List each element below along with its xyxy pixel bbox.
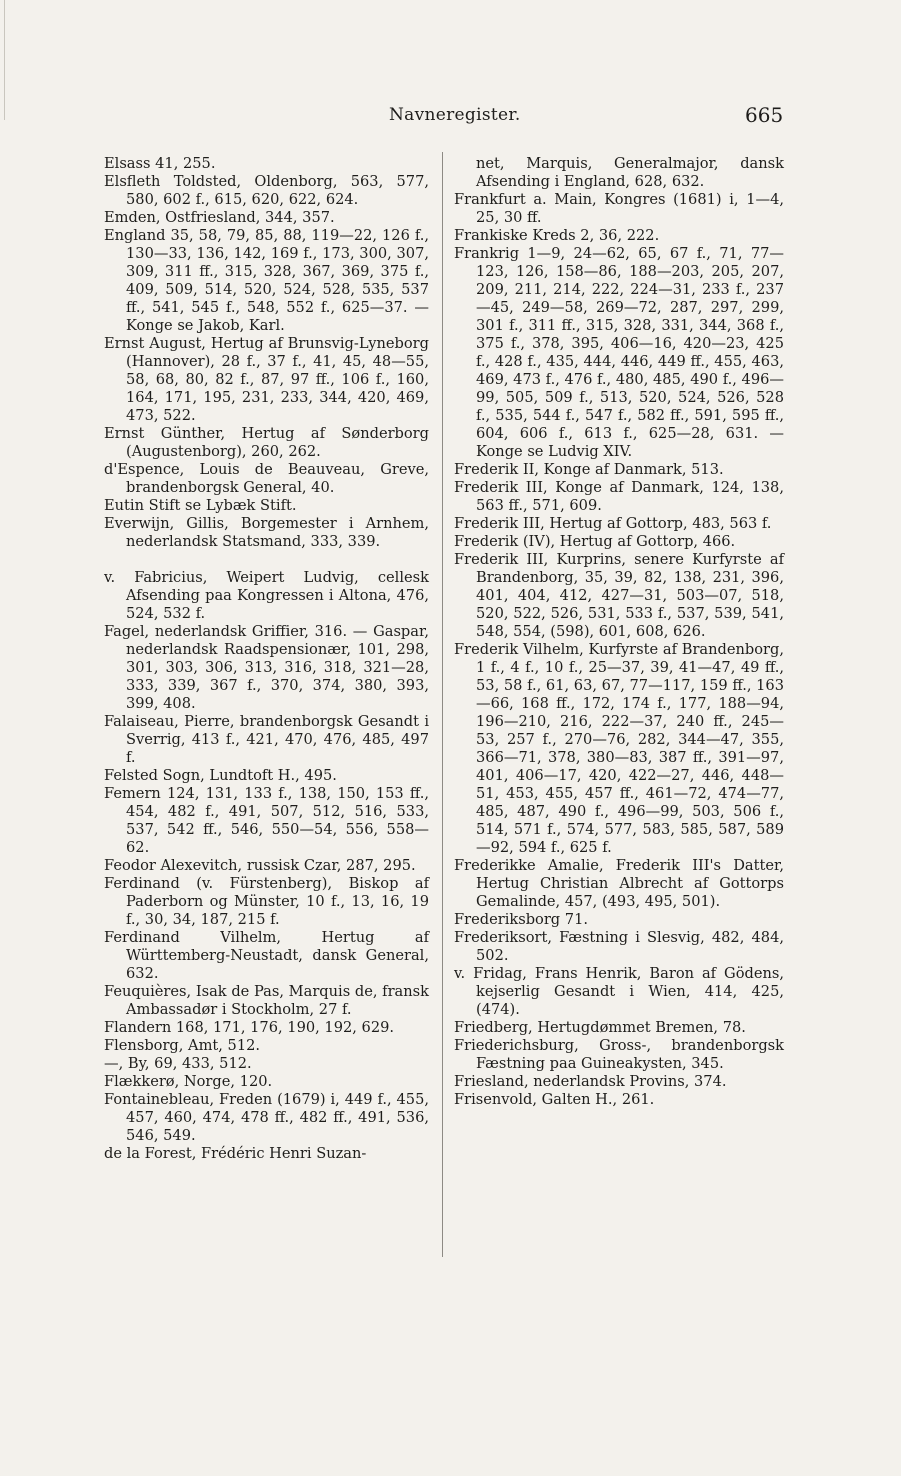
index-entry: Ernst Günther, Hertug af Sønderborg (Augustenborg), 260, 262. [104, 425, 429, 460]
index-entry: Friedberg, Hertugdømmet Bremen, 78. [454, 1019, 746, 1036]
index-entry: Friederichsburg, Gross-, brandenborgsk Fæstning paa Guineakysten, 345. [454, 1037, 784, 1072]
index-entry: Eutin Stift se Lybæk Stift. [104, 497, 297, 514]
index-entry: Frederik III, Kurprins, senere Kurfyrste af Brandenborg, 35, 39, 82, 138, 231, 396, 401, 404, 412, 427—31, 503—07, 518, 520, 522, 526, 531, 533 f., 537, 539, 541, 548, 554, (598), 601, 608, 626. [454, 551, 784, 640]
index-entry: de la Forest, Frédéric Henri Suzan- [104, 1145, 367, 1162]
index-entry: Ernst August, Hertug af Brunsvig-Lyneborg (Hannover), 28 f., 37 f., 41, 45, 48—55, 58, 68, 80, 82 f., 87, 97 ff., 106 f., 160, 164, 171, 195, 231, 233, 344, 420, 469, 473, 522. [104, 335, 429, 424]
running-title: Navneregister. [389, 105, 521, 125]
index-entry: Falaiseau, Pierre, brandenborgsk Gesandt i Sverrig, 413 f., 421, 470, 476, 485, 497 f. [104, 713, 429, 766]
index-entry: v. Fridag, Frans Henrik, Baron af Gödens, kejserlig Gesandt i Wien, 414, 425, (474). [454, 965, 784, 1018]
index-entry: Ferdinand (v. Fürstenberg), Biskop af Paderborn og Münster, 10 f., 13, 16, 19 f., 30, 34, 187, 215 f. [104, 875, 429, 928]
index-entry: Ferdinand Vilhelm, Hertug af Württemberg-Neustadt, dansk General, 632. [104, 929, 429, 982]
index-entry: —, By, 69, 433, 512. [104, 1055, 252, 1072]
index-entry: Frankiske Kreds 2, 36, 222. [454, 227, 660, 244]
index-entry: Frisenvold, Galten H., 261. [454, 1091, 655, 1108]
index-entry: Femern 124, 131, 133 f., 138, 150, 153 ff., 454, 482 f., 491, 507, 512, 516, 533, 537, 542 ff., 546, 550—54, 556, 558—62. [104, 785, 429, 856]
index-entry: Frederikke Amalie, Frederik III's Datter, Hertug Christian Albrecht af Gottorps Gemalinde, 457, (493, 495, 501). [454, 857, 784, 910]
index-entry: Flækkerø, Norge, 120. [104, 1073, 273, 1090]
index-entry: Frankrig 1—9, 24—62, 65, 67 f., 71, 77—123, 126, 158—86, 188—203, 205, 207, 209, 211, 214, 222, 224—31, 233 f., 237—45, 249—58, 269—72, 287, 297, 299, 301 f., 311 ff., 315, 328, 331, 344, 368 f., 375 f., 378, 395, 406—16, 420—23, 425 f., 428 f., 435, 444, 446, 449 ff., 455, 463, 469, 473 f., 476 f., 480, 485, 490 f., 496—99, 505, 509 f., 513, 520, 524, 526, 528 f., 535, 544 f., 547 f., 582 ff., 591, 595 ff., 604, 606 f., 613 f., 625—28, 631. — Konge se Ludvig XIV. [454, 245, 784, 460]
index-entry: Frederik (IV), Hertug af Gottorp, 466. [454, 533, 736, 550]
index-entry: Felsted Sogn, Lundtoft H., 495. [104, 767, 337, 784]
right-column [454, 155, 784, 1109]
index-entry: Frederik II, Konge af Danmark, 513. [454, 461, 724, 478]
index-entry: England 35, 58, 79, 85, 88, 119—22, 126 f., 130—33, 136, 142, 169 f., 173, 300, 307, 309, 311 ff., 315, 328, 367, 369, 375 f., 409, 509, 514, 520, 524, 528, 535, 537 ff., 541, 545 f., 548, 552 f., 625—37. — Konge se Jakob, Karl. [104, 227, 429, 334]
index-entry: net, Marquis, Generalmajor, dansk Afsending i England, 628, 632. [476, 155, 784, 190]
left-column [104, 155, 429, 1163]
index-entry: Everwijn, Gillis, Borgemester i Arnhem, nederlandsk Statsmand, 333, 339. [104, 515, 429, 550]
page-header [0, 103, 901, 133]
page-edge-line [4, 0, 5, 120]
index-entry: d'Espence, Louis de Beauveau, Greve, brandenborgsk General, 40. [104, 461, 429, 496]
index-entry: Frederiksort, Fæstning i Slesvig, 482, 484, 502. [454, 929, 784, 964]
index-entry: Feuquières, Isak de Pas, Marquis de, fransk Ambassadør i Stockholm, 27 f. [104, 983, 429, 1018]
column-divider [442, 152, 443, 1257]
index-entry: Elsfleth Toldsted, Oldenborg, 563, 577, 580, 602 f., 615, 620, 622, 624. [104, 173, 429, 208]
index-entry: Frederiksborg 71. [454, 911, 588, 928]
index-entry: Fontainebleau, Freden (1679) i, 449 f., 455, 457, 460, 474, 478 ff., 482 ff., 491, 536, 546, 549. [104, 1091, 429, 1144]
index-entry: Flandern 168, 171, 176, 190, 192, 629. [104, 1019, 395, 1036]
index-entry: Emden, Ostfriesland, 344, 357. [104, 209, 335, 226]
page-number: 665 [745, 103, 784, 127]
index-entry: Flensborg, Amt, 512. [104, 1037, 261, 1054]
index-entry: Elsass 41, 255. [104, 155, 216, 172]
index-entry: Frankfurt a. Main, Kongres (1681) i, 1—4, 25, 30 ff. [454, 191, 784, 226]
index-entry: Friesland, nederlandsk Provins, 374. [454, 1073, 727, 1090]
index-entry: v. Fabricius, Weipert Ludvig, cellesk Afsending paa Kongressen i Altona, 476, 524, 532 f. [104, 569, 429, 622]
index-entry: Frederik Vilhelm, Kurfyrste af Brandenborg, 1 f., 4 f., 10 f., 25—37, 39, 41—47, 49 ff., 53, 58 f., 61, 63, 67, 77—117, 159 ff., 163—66, 168 ff., 172, 174 f., 177, 188—94, 196—210, 216, 222—37, 240 ff., 245—53, 257 f., 270—76, 282, 344—47, 355, 366—71, 378, 380—83, 387 ff., 391—97, 401, 406—17, 420, 422—27, 446, 448—51, 453, 455, 457 ff., 461—72, 474—77, 485, 487, 490 f., 496—99, 503, 506 f., 514, 571 f., 574, 577, 583, 585, 587, 589—92, 594 f., 625 f. [454, 641, 784, 856]
index-entry: Feodor Alexevitch, russisk Czar, 287, 295. [104, 857, 416, 874]
index-entry: Fagel, nederlandsk Griffier, 316. — Gaspar, nederlandsk Raadspensionær, 101, 298, 301, 303, 306, 313, 316, 318, 321—28, 333, 339, 367 f., 370, 374, 380, 393, 399, 408. [104, 623, 429, 712]
index-entry: Frederik III, Hertug af Gottorp, 483, 563 f. [454, 515, 772, 532]
index-entry: Frederik III, Konge af Danmark, 124, 138, 563 ff., 571, 609. [454, 479, 784, 514]
